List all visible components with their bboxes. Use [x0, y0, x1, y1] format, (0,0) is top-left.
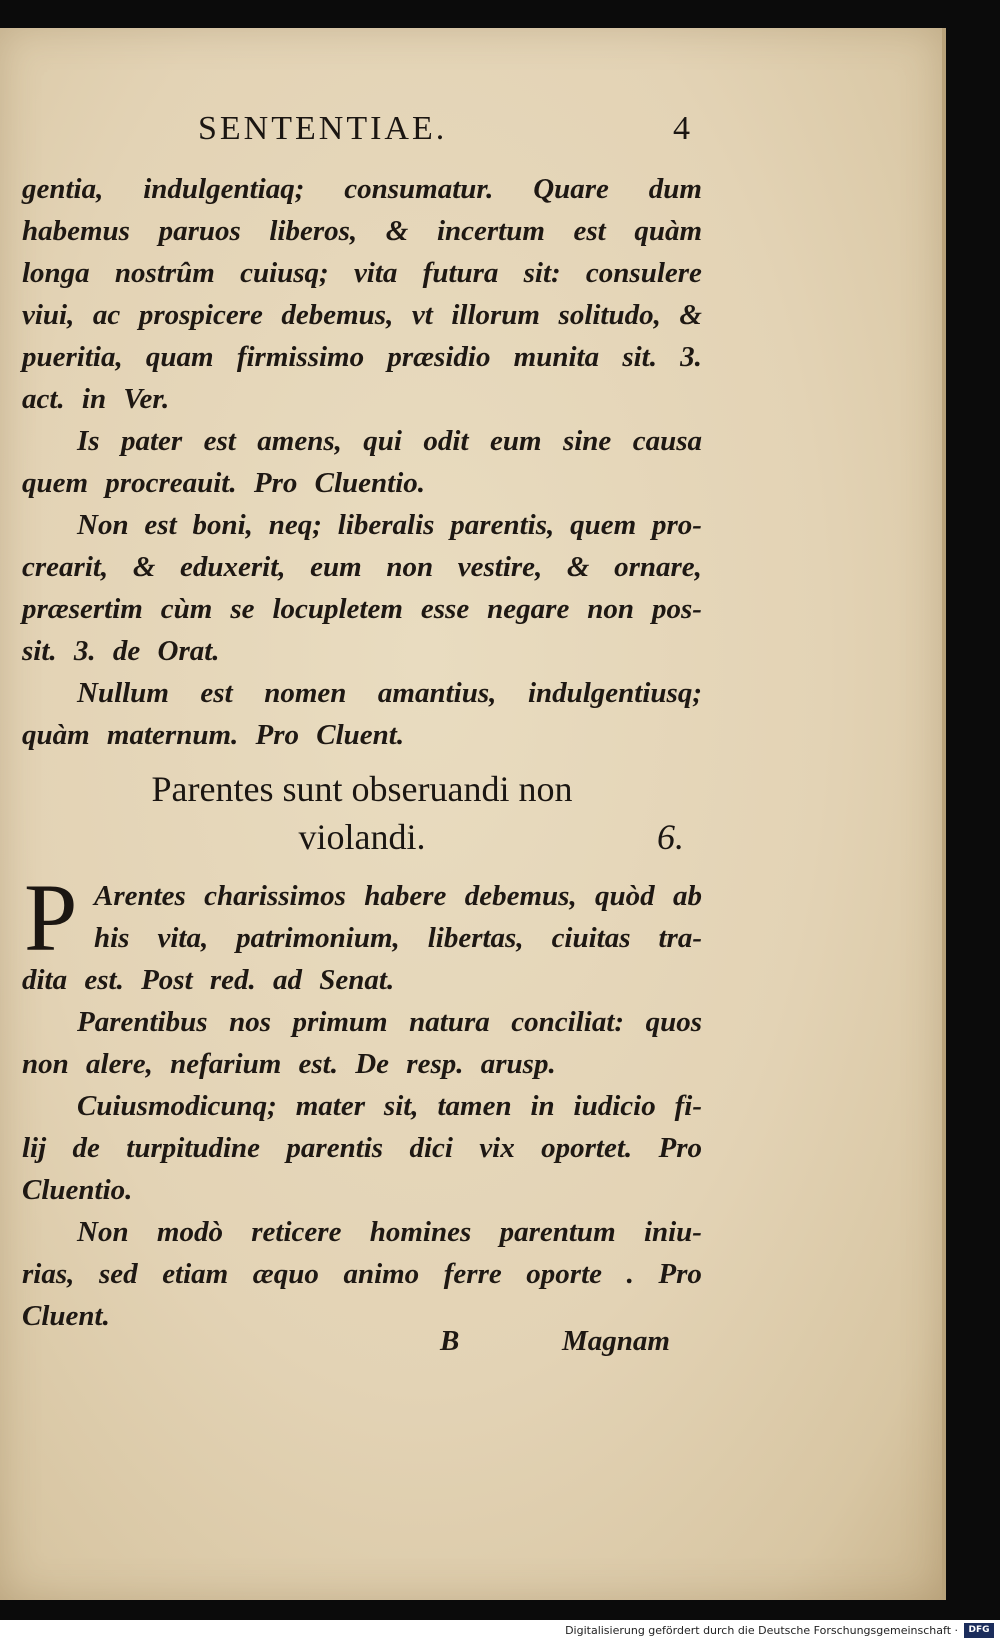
text-line	[77, 1006, 702, 1039]
word: etiam	[162, 1258, 229, 1290]
word: nostrûm	[114, 257, 215, 289]
catchword: Magnam	[562, 1325, 670, 1357]
word: consulere	[585, 257, 702, 289]
section-number: 6.	[657, 817, 684, 857]
word: sit.	[622, 341, 657, 373]
word: rias,	[22, 1258, 75, 1290]
section-heading-line-1: Parentes sunt obseruandi non	[151, 769, 573, 809]
word: amantius,	[377, 677, 497, 709]
text-line	[22, 299, 702, 332]
text-line	[22, 1132, 702, 1165]
text-line	[22, 215, 702, 248]
word: gentia,	[22, 173, 104, 205]
running-title: SENTENTIAE.	[198, 110, 448, 147]
word: turpitudine	[126, 1132, 261, 1164]
word: in	[530, 1090, 555, 1122]
word: iniu-	[643, 1216, 702, 1248]
word: negare	[487, 593, 570, 625]
word: Nullum	[77, 677, 169, 709]
word: munita	[513, 341, 600, 373]
word: parentis,	[450, 509, 555, 541]
word: incertum	[436, 215, 545, 247]
word: quam	[145, 341, 214, 373]
word: his	[94, 922, 130, 954]
word: lij	[22, 1132, 47, 1164]
word: Pro	[658, 1258, 702, 1290]
word: non	[587, 593, 635, 625]
text-line: act. in Ver.	[22, 383, 170, 415]
word: causa	[632, 425, 702, 457]
word: dici	[409, 1132, 453, 1164]
text-line: Cluentio.	[22, 1174, 133, 1206]
footer-credit: Digitalisierung gefördert durch die Deutsche Forschungsgemeinschaft ·	[565, 1624, 958, 1637]
word: tamen	[437, 1090, 512, 1122]
text-line: Cluent.	[22, 1300, 110, 1332]
page-number: 4	[673, 110, 690, 147]
signature-mark: B	[440, 1325, 460, 1357]
word: dum	[648, 173, 702, 205]
word: firmissimo	[236, 341, 365, 373]
word: conciliat:	[511, 1006, 625, 1038]
word: vita,	[157, 922, 209, 954]
text-line	[22, 341, 702, 374]
word: reticere	[251, 1216, 342, 1248]
word: habemus	[22, 215, 130, 247]
text-line	[77, 425, 702, 458]
word: paruos	[158, 215, 241, 247]
word: Cuiusmodicunq;	[77, 1090, 277, 1122]
text-line	[77, 1216, 702, 1249]
word: crearit,	[22, 551, 109, 583]
word: ab	[672, 880, 702, 912]
word: vt	[411, 299, 433, 331]
word: natura	[409, 1006, 490, 1038]
word: animo	[343, 1258, 420, 1290]
word: nos	[229, 1006, 271, 1038]
word: eduxerit,	[180, 551, 286, 583]
word: nomen	[264, 677, 347, 709]
text-line: quem procreauit. Pro Cluentio.	[22, 467, 426, 499]
word: odit	[423, 425, 469, 457]
word: vix	[479, 1132, 515, 1164]
word: viui,	[22, 299, 75, 331]
text-line: quàm maternum. Pro Cluent.	[22, 719, 405, 751]
word: sed	[98, 1258, 138, 1290]
section-heading-line-2	[22, 816, 702, 858]
text-line	[77, 677, 702, 710]
word: Non	[77, 509, 129, 541]
word: .	[626, 1258, 634, 1290]
word: ciuitas	[551, 922, 631, 954]
word: præsidio	[387, 341, 491, 373]
text-line	[22, 551, 702, 584]
text-line	[22, 257, 702, 290]
word: illorum	[451, 299, 540, 331]
word: sit,	[383, 1090, 419, 1122]
word: pater	[121, 425, 183, 457]
word: patrimonium,	[236, 922, 400, 954]
word: libertas,	[427, 922, 524, 954]
word: Non	[77, 1216, 129, 1248]
word: cuiusq;	[240, 257, 329, 289]
word: liberos,	[269, 215, 358, 247]
word: Is	[77, 425, 100, 457]
word: &	[679, 299, 702, 331]
word: quem	[570, 509, 637, 541]
text-line	[94, 880, 702, 913]
word: indulgentiusq;	[527, 677, 702, 709]
word: Quare	[533, 173, 609, 205]
word: ferre	[443, 1258, 502, 1290]
word: &	[385, 215, 409, 247]
text-line	[22, 173, 702, 206]
word: charissimos	[204, 880, 346, 912]
word: est	[144, 509, 177, 541]
word: longa	[22, 257, 90, 289]
text-line: dita est. Post red. ad Senat.	[22, 964, 395, 996]
word: qui	[363, 425, 402, 457]
text-line	[77, 509, 702, 542]
word: sit:	[523, 257, 561, 289]
word: esse	[420, 593, 470, 625]
word: vestire,	[457, 551, 543, 583]
word: de	[72, 1132, 100, 1164]
text-line	[22, 1258, 702, 1291]
word: fi-	[674, 1090, 702, 1122]
word: parentum	[499, 1216, 616, 1248]
word: est	[200, 677, 233, 709]
word: habere	[364, 880, 447, 912]
word: tra-	[658, 922, 702, 954]
word: sine	[562, 425, 612, 457]
word: locupletem	[272, 593, 403, 625]
word: iudicio	[573, 1090, 656, 1122]
word: eum	[489, 425, 542, 457]
word: oporte	[526, 1258, 603, 1290]
word: quos	[645, 1006, 702, 1038]
dfg-logo-icon: DFG	[964, 1623, 994, 1638]
word: vita	[353, 257, 398, 289]
word: Parentibus	[77, 1006, 208, 1038]
word: ornare,	[614, 551, 702, 583]
text-line	[22, 593, 702, 626]
word: boni,	[192, 509, 253, 541]
footer-bar	[0, 1620, 1000, 1642]
word: &	[566, 551, 590, 583]
word: liberalis	[337, 509, 435, 541]
book-page	[0, 28, 946, 1600]
word: solitudo,	[558, 299, 661, 331]
word: cùm	[160, 593, 213, 625]
word: &	[132, 551, 156, 583]
word: est	[573, 215, 606, 247]
word: mater	[295, 1090, 366, 1122]
page-header	[190, 110, 690, 160]
text-line	[94, 922, 702, 955]
word: neq;	[268, 509, 322, 541]
drop-cap: P	[24, 864, 78, 971]
word: indulgentiaq;	[143, 173, 305, 205]
word: pos-	[652, 593, 702, 625]
word: oportet.	[541, 1132, 633, 1164]
word: modò	[156, 1216, 223, 1248]
word: pro-	[651, 509, 702, 541]
word: non	[386, 551, 434, 583]
text-line	[77, 1090, 702, 1123]
word: quòd	[595, 880, 655, 912]
word: debemus,	[281, 299, 394, 331]
word: amens,	[257, 425, 342, 457]
section-heading-title: violandi.	[298, 817, 426, 857]
word: ac	[92, 299, 121, 331]
text-line: sit. 3. de Orat.	[22, 635, 220, 667]
text-line: non alere, nefarium est. De resp. arusp.	[22, 1048, 556, 1080]
word: Pro	[658, 1132, 702, 1164]
word: eum	[310, 551, 362, 583]
word: pueritia,	[22, 341, 123, 373]
word: se	[230, 593, 255, 625]
word: debemus,	[464, 880, 577, 912]
word: Arentes	[94, 880, 186, 912]
word: consumatur.	[344, 173, 494, 205]
word: præsertim	[22, 593, 143, 625]
word: parentis	[286, 1132, 384, 1164]
word: primum	[292, 1006, 388, 1038]
word: quàm	[634, 215, 702, 247]
word: prospicere	[138, 299, 263, 331]
word: 3.	[680, 341, 702, 373]
word: est	[203, 425, 236, 457]
word: æquo	[252, 1258, 319, 1290]
word: homines	[369, 1216, 472, 1248]
word: futura	[422, 257, 499, 289]
